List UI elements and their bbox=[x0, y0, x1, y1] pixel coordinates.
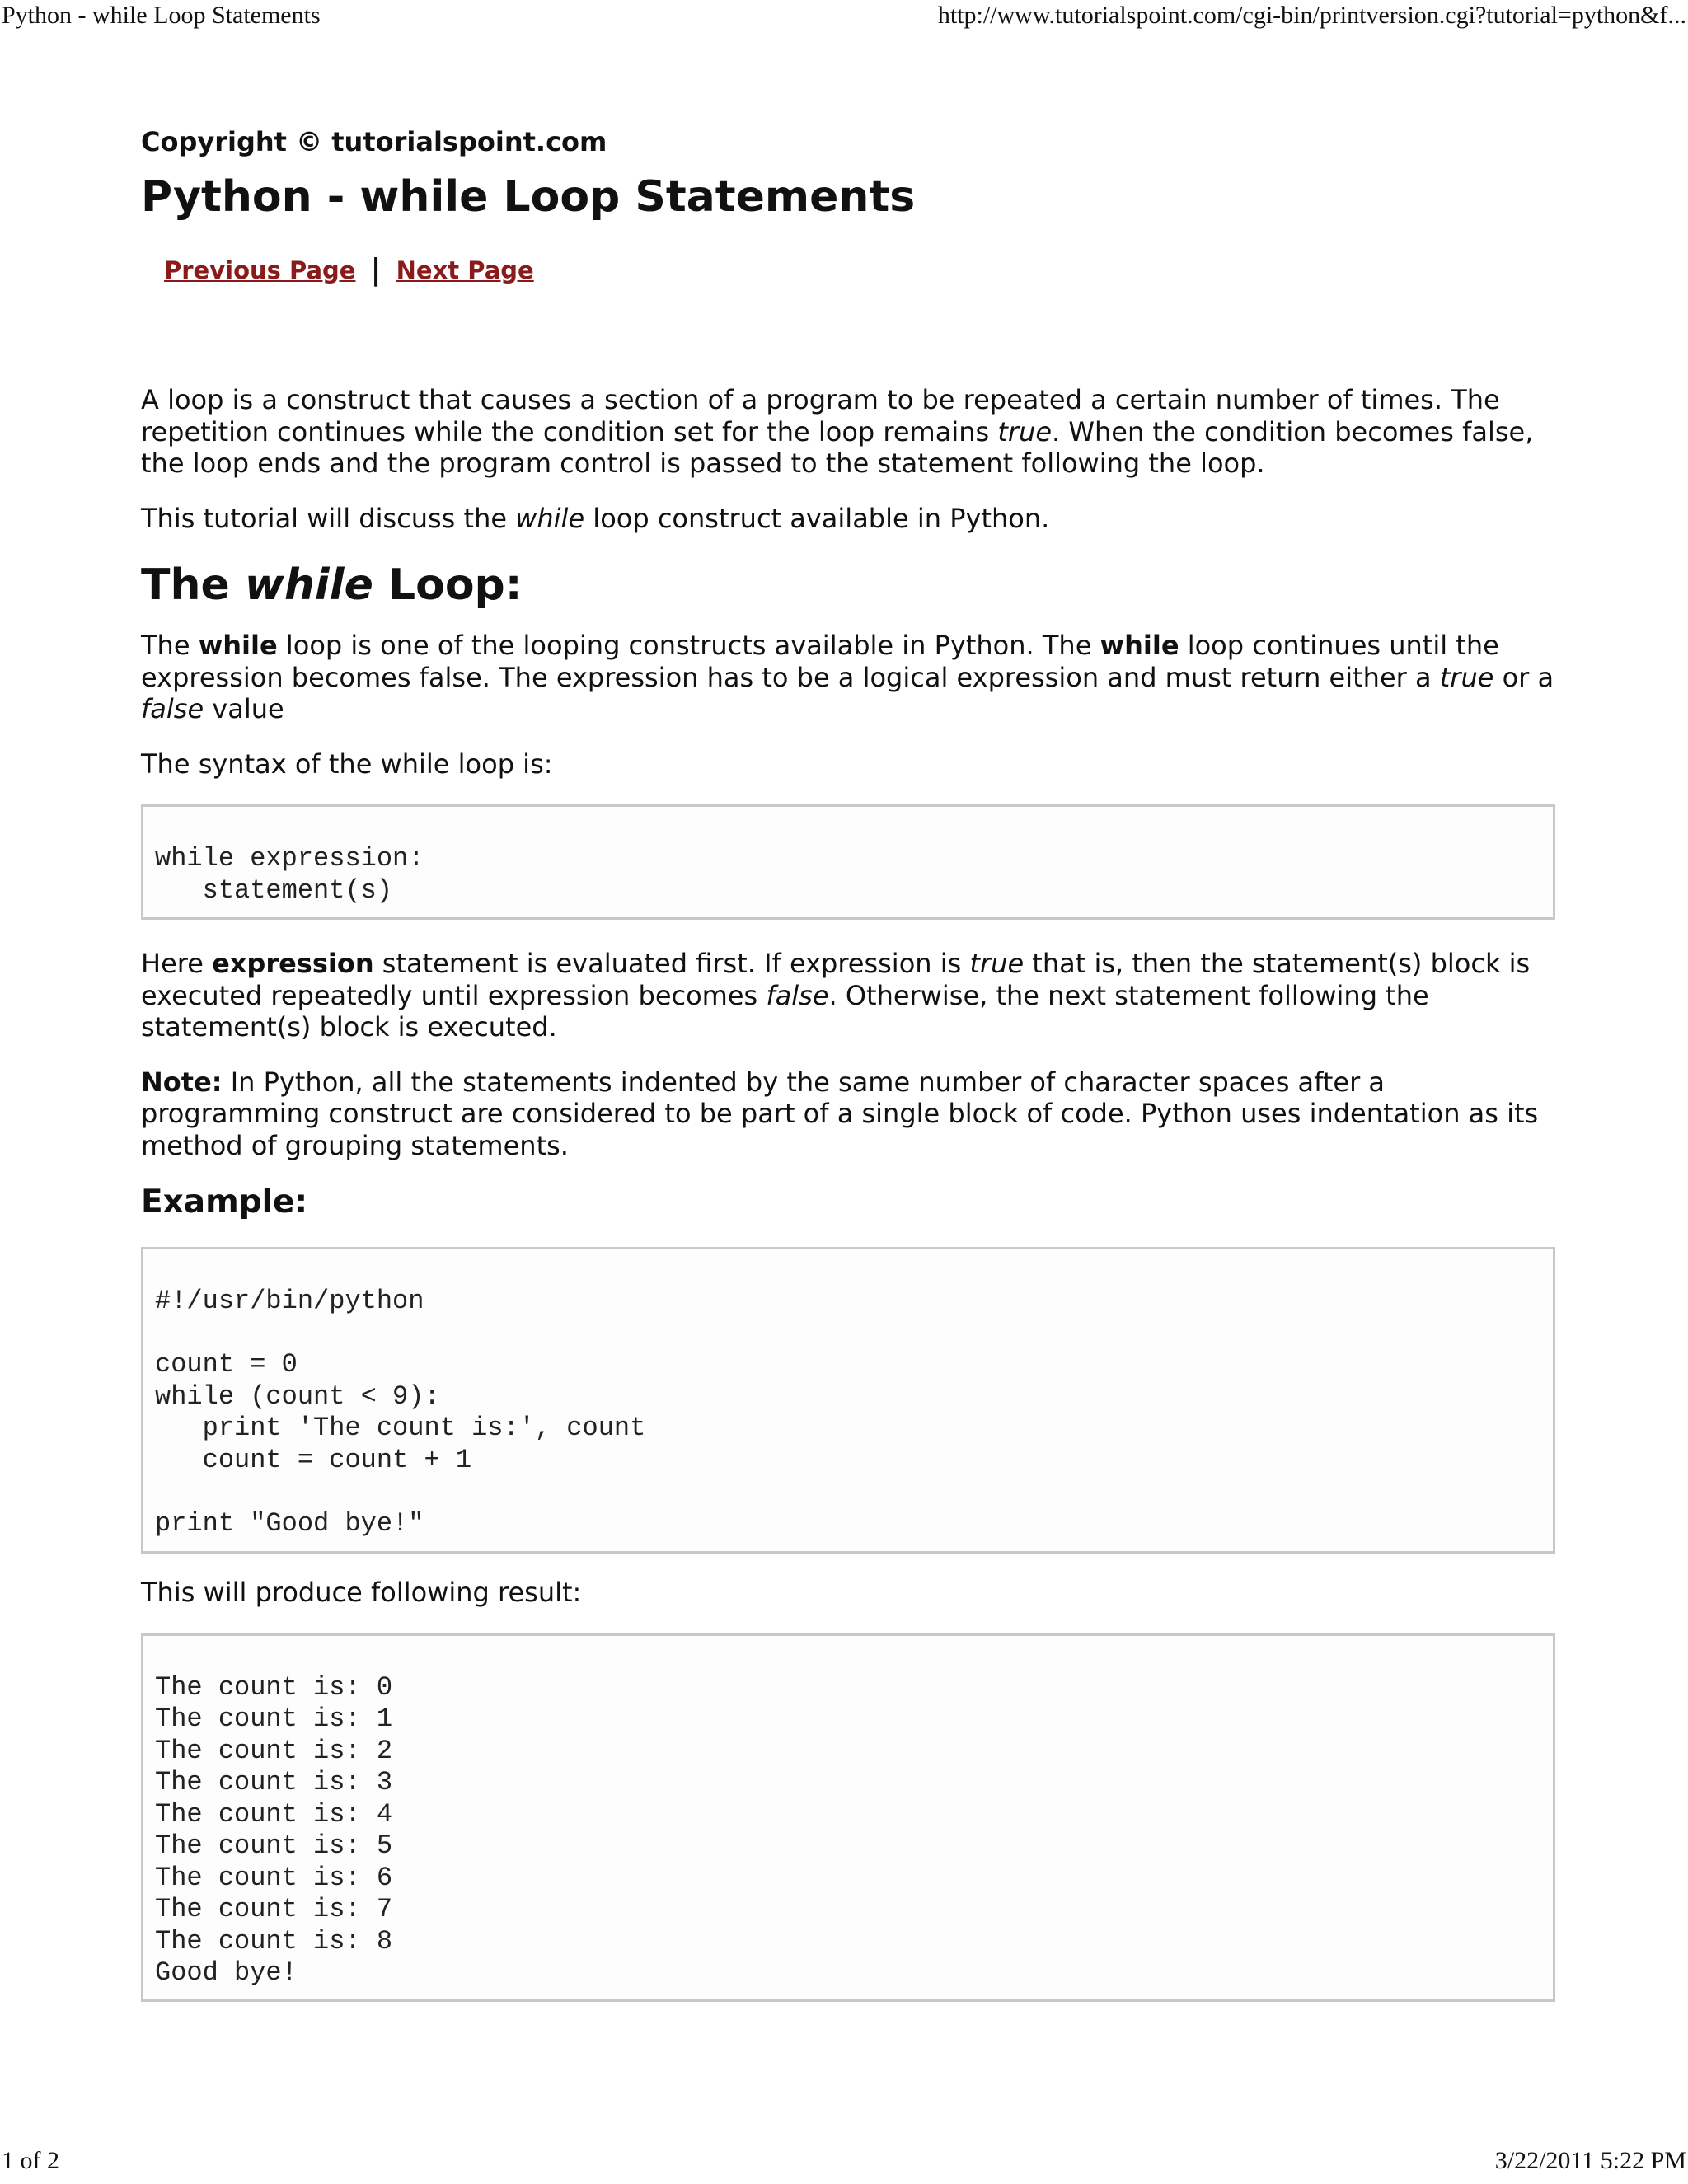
code-line: print "Good bye!" bbox=[155, 1507, 424, 1539]
syntax-intro-paragraph: The syntax of the while loop is: bbox=[141, 748, 553, 780]
tutorial-note-paragraph: This tutorial will discuss the while loop construct available in Python. bbox=[141, 502, 1050, 534]
output-line: The count is: 3 bbox=[155, 1767, 393, 1797]
article bbox=[141, 122, 1555, 2002]
example-code-block bbox=[141, 1247, 1555, 1554]
result-output-block bbox=[141, 1633, 1555, 2002]
copyright-notice: Copyright © tutorialspoint.com bbox=[141, 126, 607, 157]
code-line bbox=[155, 1318, 1541, 1350]
print-header-url: http://www.tutorialspoint.com/cgi-bin/printversion.cgi?tutorial=python&f... bbox=[937, 2, 1686, 29]
output-line: The count is: 1 bbox=[155, 1704, 393, 1734]
code-line: #!/usr/bin/python bbox=[155, 1286, 424, 1316]
output-line: The count is: 8 bbox=[155, 1925, 393, 1957]
print-footer bbox=[0, 2147, 1688, 2180]
page-count: 1 of 2 bbox=[2, 2147, 59, 2174]
nav-separator: | bbox=[370, 253, 382, 287]
next-page-link[interactable]: Next Page bbox=[396, 256, 534, 284]
output-line: The count is: 7 bbox=[155, 1894, 393, 1924]
intro-paragraph: A loop is a construct that causes a section of a program to be repeated a certain number of times. The repetition continues while the condition set for the loop remains true. When the condition becomes false, the loop ends and the program control is passed to the statement following the loop. bbox=[141, 384, 1534, 479]
output-line: The count is: 4 bbox=[155, 1798, 393, 1830]
code-line: while (count < 9): bbox=[155, 1380, 440, 1412]
code-line: count = 0 bbox=[155, 1349, 298, 1380]
result-intro-paragraph: This will produce following result: bbox=[141, 1577, 582, 1608]
page-navigation bbox=[164, 246, 1555, 295]
output-line: The count is: 0 bbox=[155, 1671, 393, 1703]
output-line: The count is: 6 bbox=[155, 1862, 393, 1893]
page-title: Python - while Loop Statements bbox=[141, 172, 916, 222]
code-line: count = count + 1 bbox=[155, 1444, 472, 1475]
code-line bbox=[155, 1476, 1541, 1508]
output-line: Good bye! bbox=[155, 1957, 298, 1988]
code-line: statement(s) bbox=[155, 874, 393, 906]
syntax-code-block bbox=[141, 804, 1555, 920]
expression-explanation-paragraph: Here expression statement is evaluated first. If expression is true that is, then the statement(s) block is executed repeatedly until expression becomes false. Otherwise, the next statement following the statement(s) block is executed. bbox=[141, 948, 1531, 1043]
code-line: print 'The count is:', count bbox=[155, 1413, 646, 1443]
print-header bbox=[0, 2, 1688, 35]
output-line: The count is: 2 bbox=[155, 1735, 393, 1766]
code-line: while expression: bbox=[155, 843, 424, 874]
print-header-title: Python - while Loop Statements bbox=[2, 2, 321, 29]
example-heading: Example: bbox=[141, 1183, 308, 1221]
while-description-paragraph: The while loop is one of the looping constructs available in Python. The while loop continues until the expression becomes false. The expression has to be a logical expression and must return either a true or a false value bbox=[141, 630, 1554, 724]
print-datetime: 3/22/2011 5:22 PM bbox=[1494, 2147, 1686, 2174]
note-paragraph: Note: In Python, all the statements indented by the same number of character spaces after a programming construct are considered to be part of a single block of code. Python uses indentation as its method of grouping statements. bbox=[141, 1066, 1539, 1161]
while-loop-heading: The while Loop: bbox=[141, 560, 523, 610]
previous-page-link[interactable]: Previous Page bbox=[164, 256, 356, 284]
output-line: The count is: 5 bbox=[155, 1830, 393, 1861]
